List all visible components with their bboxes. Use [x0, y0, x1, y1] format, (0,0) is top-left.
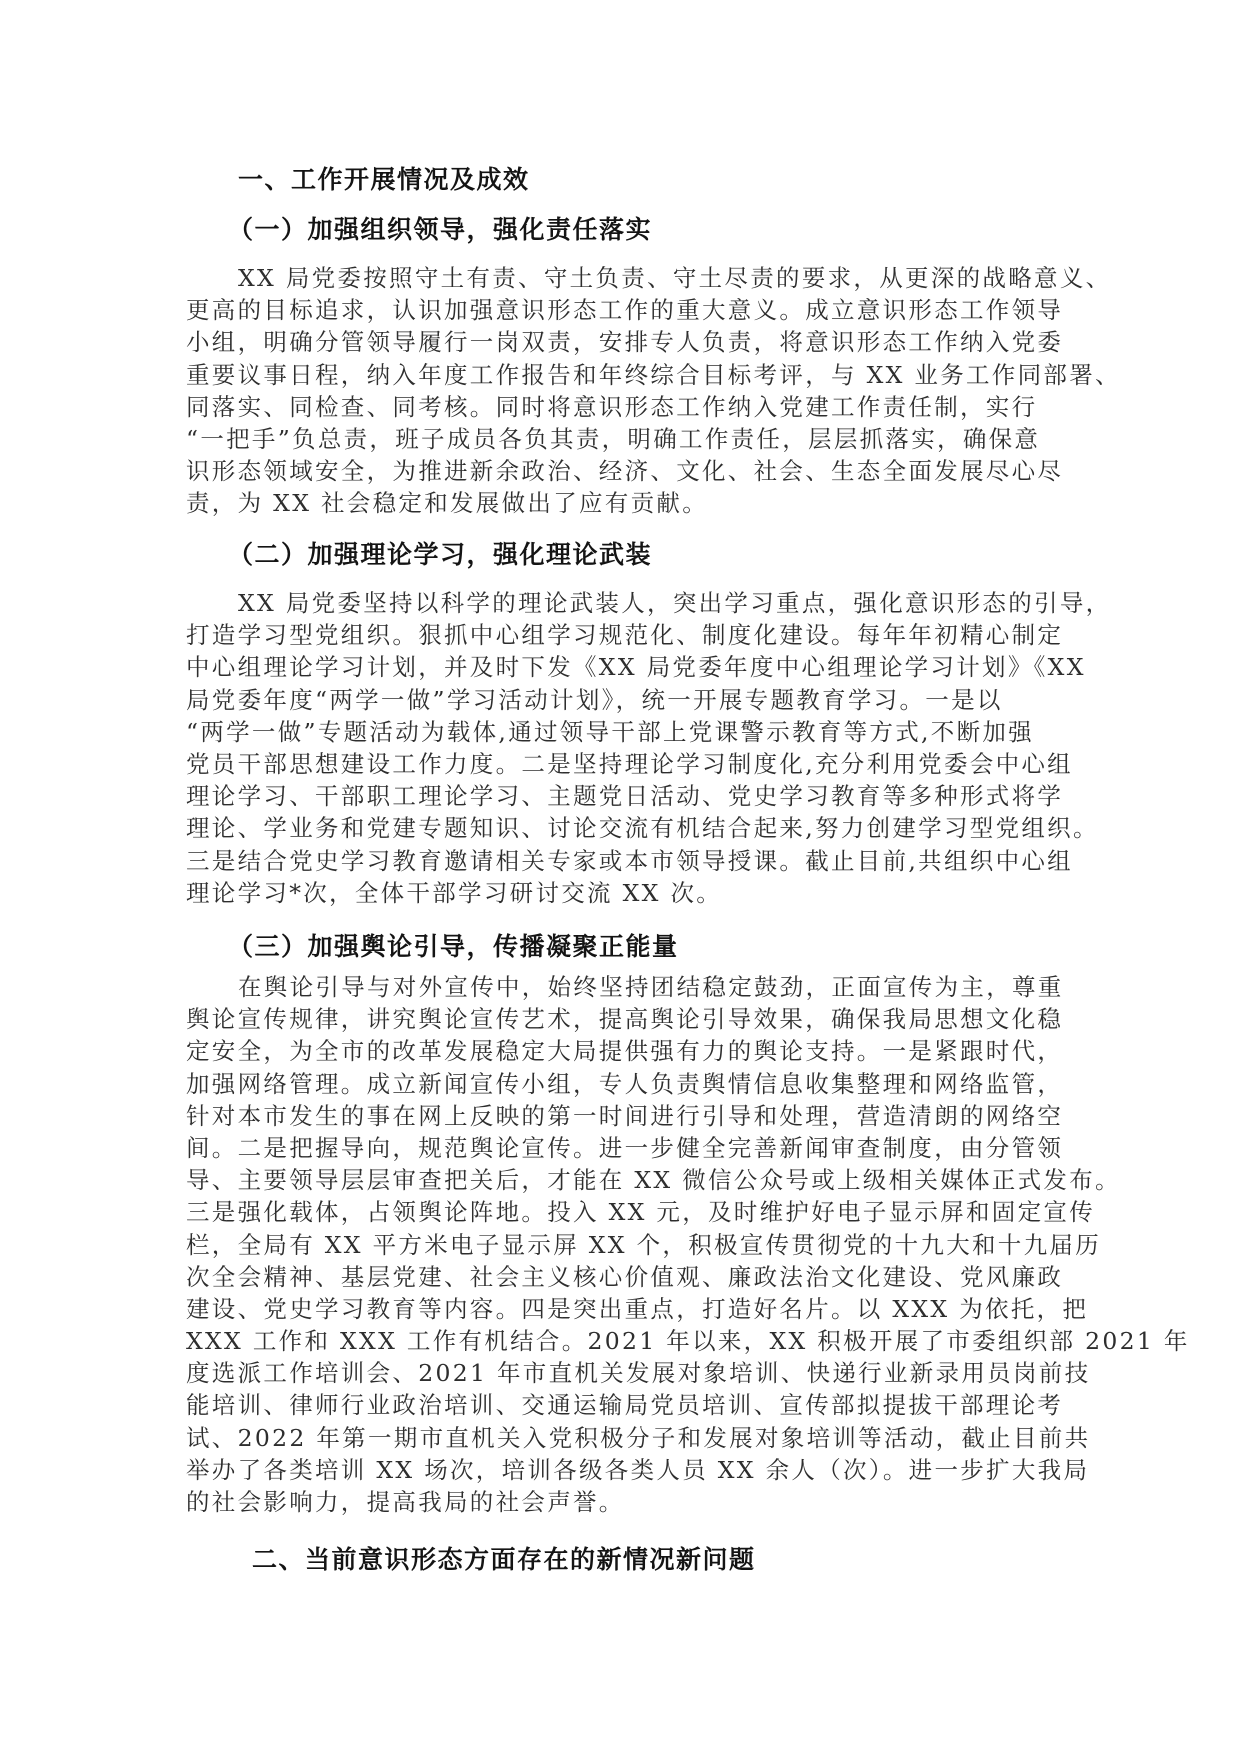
paragraph-line: 打造学习型党组织。狠抓中心组学习规范化、制度化建设。每年年初精心制定: [186, 621, 1064, 650]
paragraph-line: 建设、党史学习教育等内容。四是突出重点，打造好名片。以 XXX 为依托，把: [186, 1294, 1089, 1323]
heading-new-problems: 二、当前意识形态方面存在的新情况新问题: [252, 1545, 756, 1574]
paragraph-line: 针对本市发生的事在网上反映的第一时间进行引导和处理，营造清朗的网络空: [186, 1101, 1064, 1130]
heading-work-progress: 一、工作开展情况及成效: [238, 165, 530, 194]
paragraph-line: “一把手”负总责，班子成员各负其责，明确工作责任，层层抓落实，确保意: [186, 424, 1041, 453]
paragraph-theory-study: [186, 587, 1112, 909]
paragraph-line: 定安全，为全市的改革发展稳定大局提供强有力的舆论支持。一是紧跟时代，: [186, 1037, 1064, 1066]
paragraph-line: 导、主要领导层层审查把关后，才能在 XX 微信公众号或上级相关媒体正式发布。: [186, 1166, 1121, 1195]
paragraph-line: 度选派工作培训会、2021 年市直机关发展对象培训、快递行业新录用员岗前技: [186, 1359, 1091, 1388]
paragraph-line: 局党委年度“两学一做”学习活动计划》，统一开展专题教育学习。一是以: [186, 685, 1003, 714]
paragraph-line: 三是结合党史学习教育邀请相关专家或本市领导授课。截止目前,共组织中心组: [186, 846, 1073, 875]
paragraph-line: XX 局党委按照守土有责、守土负责、守土尽责的要求，从更深的战略意义、: [238, 264, 1112, 292]
subheading-public-opinion: （三）加强舆论引导，传播凝聚正能量: [228, 932, 679, 961]
paragraph-line: 重要议事日程，纳入年度工作报告和年终综合目标考评，与 XX 业务工作同部署、: [186, 360, 1121, 389]
paragraph-line: 中心组理论学习计划，并及时下发《XX 局党委年度中心组理论学习计划》《XX: [186, 653, 1086, 682]
paragraph-line: 次全会精神、基层党建、社会主义核心价值观、廉政法治文化建设、党风廉政: [186, 1262, 1064, 1291]
paragraph-line: 同落实、同检查、同考核。同时将意识形态工作纳入党建工作责任制，实行: [186, 392, 1038, 421]
paragraph-line: 试、2022 年第一期市直机关入党积极分子和发展对象培训等活动，截止目前共: [186, 1423, 1091, 1452]
paragraph-line: 间。二是把握导向，规范舆论宣传。进一步健全完善新闻审查制度，由分管领: [186, 1133, 1064, 1162]
paragraph-line: 的社会影响力，提高我局的社会声誉。: [186, 1488, 625, 1516]
paragraph-line: 栏，全局有 XX 平方米电子显示屏 XX 个，积极宣传贯彻党的十九大和十九届历: [186, 1230, 1101, 1259]
paragraph-line: 识形态领域安全，为推进新余政治、经济、文化、社会、生态全面发展尽心尽: [186, 457, 1064, 486]
paragraph-line: 理论学习*次，全体干部学习研讨交流 XX 次。: [186, 878, 723, 907]
subheading-organization-leadership: （一）加强组织领导，强化责任落实: [228, 215, 653, 244]
paragraph-line: 党员干部思想建设工作力度。二是坚持理论学习制度化,充分利用党委会中心组: [186, 749, 1073, 778]
paragraph-line: “两学一做”专题活动为载体,通过领导干部上党课警示教育等方式,不断加强: [186, 717, 1034, 746]
paragraph-line: 能培训、律师行业政治培训、交通运输局党员培训、宣传部拟提拔干部理论考: [186, 1391, 1064, 1420]
paragraph-line: XXX 工作和 XXX 工作有机结合。2021 年以来，XX 积极开展了市委组织部 2021 年: [186, 1327, 1190, 1356]
paragraph-organization-leadership: [186, 262, 1121, 520]
paragraph-line: 理论、学业务和党建专题知识、讨论交流有机结合起来,努力创建学习型党组织。: [186, 814, 1099, 843]
paragraph-line: XX 局党委坚持以科学的理论武装人，突出学习重点，强化意识形态的引导，: [238, 589, 1112, 617]
paragraph-line: 理论学习、干部职工理论学习、主题党日活动、党史学习教育等多种形式将学: [186, 782, 1064, 811]
paragraph-line: 加强网络管理。成立新闻宣传小组，专人负责舆情信息收集整理和网络监管，: [186, 1069, 1064, 1098]
paragraph-line: 举办了各类培训 XX 场次，培训各级各类人员 XX 余人（次）。进一步扩大我局: [186, 1455, 1090, 1484]
paragraph-line: 责，为 XX 社会稳定和发展做出了应有贡献。: [186, 489, 708, 518]
paragraph-line: 更高的目标追求，认识加强意识形态工作的重大意义。成立意识形态工作领导: [186, 296, 1064, 325]
paragraph-public-opinion: [186, 971, 1190, 1518]
paragraph-line: 在舆论引导与对外宣传中，始终坚持团结稳定鼓劲，正面宣传为主，尊重: [238, 973, 1064, 1001]
paragraph-line: 舆论宣传规律，讲究舆论宣传艺术，提高舆论引导效果，确保我局思想文化稳: [186, 1005, 1064, 1034]
subheading-theory-study: （二）加强理论学习，强化理论武装: [228, 540, 653, 569]
paragraph-line: 小组，明确分管领导履行一岗双责，安排专人负责，将意识形态工作纳入党委: [186, 328, 1064, 357]
paragraph-line: 三是强化载体，占领舆论阵地。投入 XX 元，及时维护好电子显示屏和固定宣传: [186, 1198, 1095, 1227]
